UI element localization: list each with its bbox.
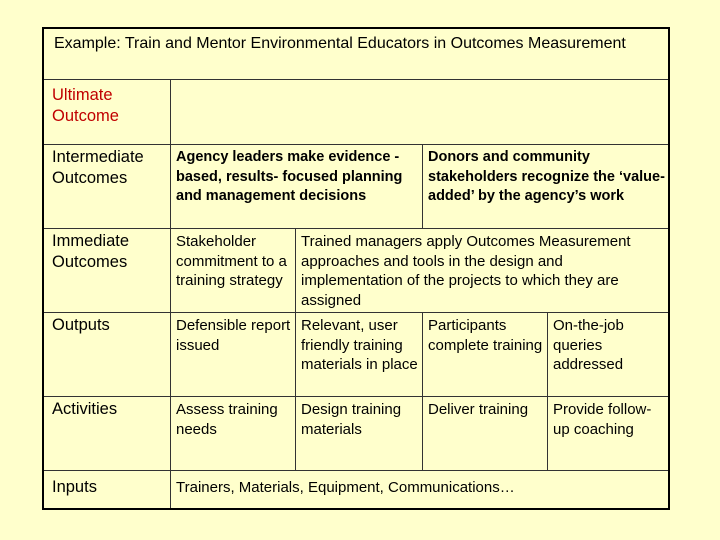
row-label-inputs: Inputs bbox=[52, 478, 97, 496]
immediate-outcome-cell: Stakeholder commitment to a training strategy bbox=[176, 233, 287, 289]
row-divider bbox=[44, 312, 668, 313]
row-label-outputs: Outputs bbox=[52, 316, 110, 334]
row-label-ultimate-outcome: Ultimate Outcome bbox=[52, 86, 119, 125]
col-divider bbox=[547, 312, 548, 470]
col-divider bbox=[422, 144, 423, 228]
output-cell: Relevant, user friendly training materials in place bbox=[301, 317, 418, 373]
row-label-intermediate-outcomes: Intermediate Outcomes bbox=[52, 148, 144, 187]
row-label-immediate-outcomes: Immediate Outcomes bbox=[52, 232, 130, 271]
activity-cell: Design training materials bbox=[301, 401, 402, 438]
output-cell: On-the-job queries addressed bbox=[553, 317, 624, 373]
row-divider bbox=[44, 144, 668, 145]
row-divider bbox=[44, 228, 668, 229]
col-divider bbox=[422, 312, 423, 470]
row-divider bbox=[44, 470, 668, 471]
col-divider bbox=[170, 79, 171, 508]
logic-model-table bbox=[42, 27, 670, 510]
output-cell: Defensible report issued bbox=[176, 317, 291, 354]
output-cell: Participants complete training bbox=[428, 317, 543, 354]
input-cell: Trainers, Materials, Equipment, Communications… bbox=[176, 479, 515, 496]
intermediate-outcome-cell: Donors and community stakeholders recognize the ‘value-added’ by the agency’s work bbox=[428, 149, 665, 204]
intermediate-outcome-cell: Agency leaders make evidence - based, results- focused planning and management decisions bbox=[176, 149, 403, 204]
row-divider bbox=[44, 79, 668, 80]
row-divider bbox=[44, 396, 668, 397]
activity-cell: Provide follow-up coaching bbox=[553, 401, 652, 438]
table-title: Example: Train and Mentor Environmental Educators in Outcomes Measurement bbox=[54, 35, 626, 52]
activity-cell: Deliver training bbox=[428, 401, 529, 418]
immediate-outcome-cell: Trained managers apply Outcomes Measurement approaches and tools in the design and implementation of the projects to which they are assigned bbox=[301, 233, 631, 309]
row-label-activities: Activities bbox=[52, 400, 118, 418]
activity-cell: Assess training needs bbox=[176, 401, 278, 438]
col-divider bbox=[295, 228, 296, 470]
